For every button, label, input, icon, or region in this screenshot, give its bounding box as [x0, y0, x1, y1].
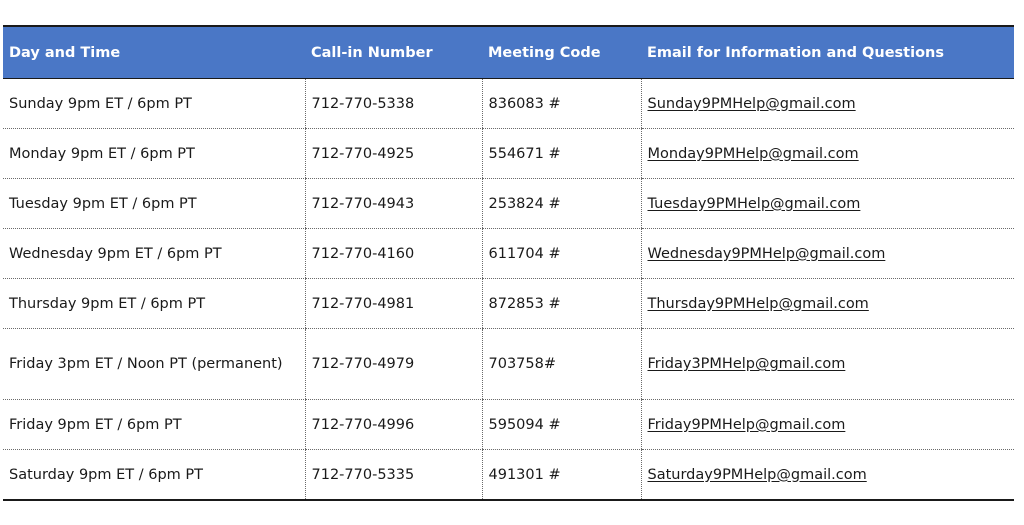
cell-day-time: Friday 3pm ET / Noon PT (permanent): [3, 329, 305, 400]
cell-day-time: Monday 9pm ET / 6pm PT: [3, 129, 305, 179]
cell-day-time: Tuesday 9pm ET / 6pm PT: [3, 179, 305, 229]
table-row: [3, 229, 1014, 279]
email-link[interactable]: Wednesday9PMHelp@gmail.com: [647, 245, 886, 262]
email-link[interactable]: Tuesday9PMHelp@gmail.com: [647, 195, 861, 212]
email-link[interactable]: Thursday9PMHelp@gmail.com: [647, 295, 869, 312]
cell-meeting-code: 491301 #: [482, 450, 641, 501]
table-body: [3, 79, 1014, 501]
table-header: [3, 26, 1014, 79]
email-link[interactable]: Friday3PMHelp@gmail.com: [647, 356, 846, 372]
cell-call-in-number: 712-770-4943: [305, 179, 482, 229]
header-email: Email for Information and Questions: [641, 26, 1014, 79]
cell-call-in-number: 712-770-4160: [305, 229, 482, 279]
cell-day-time: Wednesday 9pm ET / 6pm PT: [3, 229, 305, 279]
cell-meeting-code: 554671 #: [482, 129, 641, 179]
table-row: [3, 179, 1014, 229]
cell-email: [641, 329, 1014, 400]
cell-meeting-code: 253824 #: [482, 179, 641, 229]
cell-call-in-number: 712-770-4981: [305, 279, 482, 329]
header-call-in-number: Call-in Number: [305, 26, 482, 79]
cell-call-in-number: 712-770-5335: [305, 450, 482, 501]
cell-email: [641, 229, 1014, 279]
header-day-time: Day and Time: [3, 26, 305, 79]
cell-email: [641, 179, 1014, 229]
meeting-schedule-table: [3, 25, 1014, 501]
table-row: [3, 329, 1014, 400]
cell-day-time: Saturday 9pm ET / 6pm PT: [9, 466, 204, 483]
cell-meeting-code: 836083 #: [482, 79, 641, 129]
cell-call-in-number: 712-770-4925: [305, 129, 482, 179]
cell-email: [641, 400, 1014, 450]
cell-call-in-number: 712-770-4979: [305, 329, 482, 400]
cell-call-in-number: 712-770-5338: [305, 79, 482, 129]
cell-meeting-code: 611704 #: [482, 229, 641, 279]
cell-call-in-number: 712-770-4996: [305, 400, 482, 450]
email-link[interactable]: Friday9PMHelp@gmail.com: [647, 416, 846, 433]
header-meeting-code: Meeting Code: [482, 26, 641, 79]
cell-email: [641, 450, 1014, 501]
cell-meeting-code: 872853 #: [482, 279, 641, 329]
cell-day-time: Friday 9pm ET / 6pm PT: [3, 400, 305, 450]
cell-email: [641, 79, 1014, 129]
email-link[interactable]: Saturday9PMHelp@gmail.com: [647, 466, 867, 483]
table-row: [3, 129, 1014, 179]
table-row: [3, 79, 1014, 129]
email-link[interactable]: Monday9PMHelp@gmail.com: [647, 145, 859, 162]
meeting-schedule-table-container: [3, 25, 1014, 501]
cell-day-time: Sunday 9pm ET / 6pm PT: [3, 79, 305, 129]
table-row: [3, 279, 1014, 329]
header-row: [3, 26, 1014, 79]
email-link[interactable]: Sunday9PMHelp@gmail.com: [647, 95, 856, 112]
cell-meeting-code: 595094 #: [482, 400, 641, 450]
cell-email: [641, 279, 1014, 329]
cell-meeting-code: 703758#: [482, 329, 641, 400]
cell-day-time: Thursday 9pm ET / 6pm PT: [3, 279, 305, 329]
table-row: [3, 400, 1014, 450]
cell-email: [641, 129, 1014, 179]
table-row: [3, 450, 1014, 501]
